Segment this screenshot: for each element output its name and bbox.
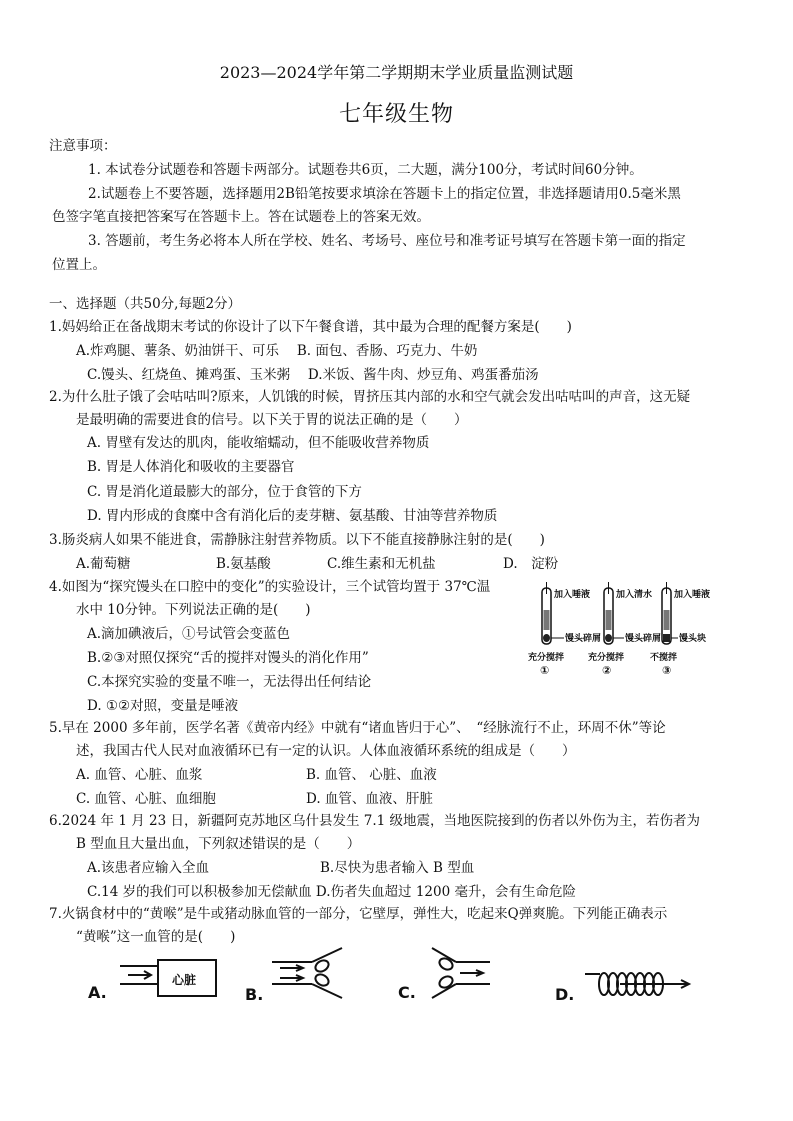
vessel-option-a (120, 960, 216, 996)
q6-stem-cont: B 型血且大量出血，下列叙述错误的是（ ） (76, 836, 361, 852)
q4-option-c: C.本探究实验的变量不唯一，无法得出任何结论 (87, 674, 372, 690)
tube3-add-label: 加入唾液 (674, 590, 711, 600)
q5-option-c: C. 血管、心脏、血细胞 (76, 791, 216, 807)
note-2: 2.试题卷上不要答题，选择题用2B铅笔按要求填涂在答题卡上的指定位置，非选择题请用0.5毫米黑 (88, 186, 681, 202)
q3-option-d: D. 淀粉 (503, 556, 559, 572)
q3-option-b: B.氨基酸 (216, 556, 271, 572)
q7-option-a-label: A. (88, 983, 107, 1002)
q5-option-d: D. 血管、血液、肝脏 (306, 791, 433, 807)
test-tube-figure (520, 580, 760, 680)
tube2-content-label: 馒头碎屑 (625, 634, 662, 644)
q6-options-cd: C.14 岁的我们可以积极参加无偿献血 D.伤者失血超过 1200 毫升，会有生命危险 (87, 884, 576, 900)
q4-option-d: D. ①②对照，变量是唾液 (87, 698, 239, 714)
vessel-option-d (585, 973, 689, 995)
q5-option-a: A. 血管、心脏、血浆 (76, 767, 203, 783)
q6-stem: 6.2024 年 1 月 23 日，新疆阿克苏地区乌什县发生 7.1 级地震，当地医院接到的伤者以外伤为主，若伤者为 (49, 813, 701, 829)
q7-stem: 7.火锅食材中的“黄喉”是牛或猪动脉血管的一部分，它壁厚，弹性大，吃起来Q弹爽脆。下列能正确表示 (49, 906, 668, 922)
q1-stem: 1.妈妈给正在备战期末考试的你设计了以下午餐食谱，其中最为合理的配餐方案是( ) (49, 319, 572, 335)
q2-stem: 2.为什么肚子饿了会咕咕叫?原来，人饥饿的时候，胃挤压其内部的水和空气就会发出咕咕叫的声音，这无疑 (49, 389, 691, 405)
q2-option-a: A. 胃壁有发达的肌肉，能收缩蠕动，但不能吸收营养物质 (87, 435, 430, 451)
section-heading: 一、选择题（共50分,每题2分） (49, 296, 242, 312)
q4-option-a: A.滴加碘液后，①号试管会变蓝色 (87, 626, 291, 642)
q7-figure (80, 944, 720, 1014)
q2-option-d: D. 胃内形成的食糜中含有消化后的麦芽糖、氨基酸、甘油等营养物质 (87, 508, 498, 524)
q7-option-c-label: C. (398, 983, 416, 1002)
q1-options-ab: A.炸鸡腿、薯条、奶油饼干、可乐 B. 面包、香肠、巧克力、牛奶 (76, 343, 478, 359)
tube3-content-label: 馒头块 (679, 634, 707, 644)
tube2-op-label: 充分搅拌 (588, 653, 625, 663)
note-3: 3. 答题前，考生务必将本人所在学校、姓名、考场号、座位号和准考证号填写在答题卡第一面的指定 (88, 233, 686, 249)
q6-option-a: A.该患者应输入全血 (87, 860, 210, 876)
exam-subject: 七年级生物 (338, 102, 454, 127)
q5-stem: 5.早在 2000 多年前，医学名著《黄帝内经》中就有“诸血皆归于心”、 “经脉流行不止，环周不休”等论 (49, 720, 666, 736)
tube2-add-label: 加入清水 (616, 590, 653, 600)
notes-heading: 注意事项： (49, 138, 117, 154)
test-tube-3 (650, 582, 710, 677)
q3-stem: 3.肠炎病人如果不能进食，需静脉注射营养物质。以下不能直接静脉注射的是( ) (49, 532, 545, 548)
tube3-op-label: 不搅拌 (650, 653, 678, 663)
q6-option-b: B.尽快为患者输入 B 型血 (320, 860, 475, 876)
q4-stem-cont: 水中 10分钟。下列说法正确的是( ) (76, 602, 311, 618)
q3-option-c: C.维生素和无机盐 (327, 556, 436, 572)
q5-option-b: B. 血管、 心脏、血液 (306, 767, 437, 783)
q3-option-a: A.葡萄糖 (76, 556, 131, 572)
q5-stem-cont: 述，我国古代人民对血液循环已有一定的认识。人体血液循环系统的组成是（ ） (76, 743, 576, 759)
q7-stem-cont: “黄喉”这一血管的是( ) (76, 929, 236, 945)
note-1: 1. 本试卷分试题卷和答题卡两部分。试题卷共6页，二大题，满分100分，考试时间60分钟。 (88, 162, 643, 178)
q7-option-d-label: D. (555, 985, 575, 1004)
q4-option-b: B.②③对照仅探究“舌的搅拌对馒头的消化作用” (87, 650, 369, 666)
heart-label: 心脏 (172, 973, 197, 987)
tube2-number: ② (602, 664, 612, 677)
tube3-number: ③ (662, 664, 672, 677)
tube1-content-label: 馒头碎屑 (565, 634, 602, 644)
tube1-number: ① (540, 664, 550, 677)
tube1-op-label: 充分搅拌 (528, 653, 565, 663)
exam-title: 2023—2024学年第二学期期末学业质量监测试题 (219, 63, 574, 82)
q1-options-cd: C.馒头、红烧鱼、摊鸡蛋、玉米粥 D.米饭、酱牛肉、炒豆角、鸡蛋番茄汤 (87, 367, 539, 383)
tube1-add-label: 加入唾液 (554, 590, 591, 600)
q7-option-b-label: B. (245, 985, 264, 1004)
vessel-option-b (272, 948, 342, 998)
note-3-cont: 位置上。 (52, 257, 106, 273)
q2-option-b: B. 胃是人体消化和吸收的主要器官 (87, 459, 295, 475)
q2-option-c: C. 胃是消化道最膨大的部分，位于食管的下方 (87, 484, 362, 500)
vessel-option-c (432, 948, 490, 998)
note-2-cont: 色签字笔直接把答案写在答题卡上。答在试题卷上的答案无效。 (52, 209, 430, 225)
q2-stem-cont: 是最明确的需要进食的信号。以下关于胃的说法正确的是（ ） (76, 412, 468, 428)
q4-stem: 4.如图为“探究馒头在口腔中的变化”的实验设计，三个试管均置于 37℃温 (49, 579, 491, 595)
